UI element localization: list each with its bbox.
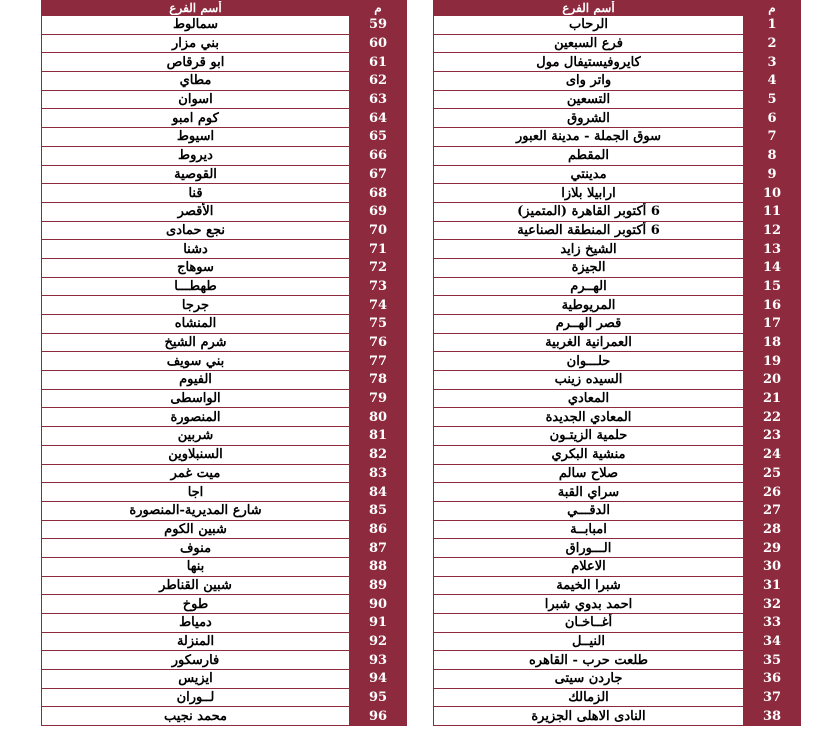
table-row bbox=[42, 688, 407, 707]
branch-number-cell: 30 bbox=[744, 557, 801, 576]
branch-name-cell: 6 أكتوبر القاهرة (المتميز) bbox=[434, 202, 744, 221]
branch-name-cell: لــوران bbox=[42, 688, 350, 707]
branch-number-cell: 4 bbox=[744, 72, 801, 91]
branch-number-cell: 85 bbox=[350, 501, 407, 520]
table-row bbox=[42, 557, 407, 576]
table-row bbox=[434, 352, 801, 371]
branch-name-cell: الأقصر bbox=[42, 202, 350, 221]
branch-name-cell: اجا bbox=[42, 483, 350, 502]
branch-name-cell: أغــاخـان bbox=[434, 614, 744, 633]
header-number: م bbox=[744, 1, 801, 16]
branch-name-cell: شبين القناطر bbox=[42, 576, 350, 595]
branch-number-cell: 71 bbox=[350, 240, 407, 259]
table-row bbox=[42, 445, 407, 464]
branch-name-cell: احمد بدوي شبرا bbox=[434, 595, 744, 614]
branch-number-cell: 59 bbox=[350, 16, 407, 35]
branches-table-left bbox=[41, 0, 407, 726]
branch-name-cell: شبين الكوم bbox=[42, 520, 350, 539]
table-row bbox=[42, 651, 407, 670]
table-row bbox=[42, 707, 407, 726]
branch-number-cell: 87 bbox=[350, 539, 407, 558]
branch-name-cell: مطاي bbox=[42, 72, 350, 91]
branch-number-cell: 5 bbox=[744, 90, 801, 109]
table-row bbox=[434, 614, 801, 633]
table-row bbox=[434, 464, 801, 483]
branch-number-cell: 29 bbox=[744, 539, 801, 558]
table-header bbox=[434, 1, 801, 16]
branch-number-cell: 62 bbox=[350, 72, 407, 91]
branch-number-cell: 2 bbox=[744, 34, 801, 53]
branch-name-cell: حلمية الزيتـون bbox=[434, 427, 744, 446]
table-row bbox=[42, 389, 407, 408]
table-row bbox=[42, 315, 407, 334]
table-row bbox=[42, 16, 407, 35]
branch-name-cell: الجيزة bbox=[434, 258, 744, 277]
branch-name-cell: اسوان bbox=[42, 90, 350, 109]
branch-number-cell: 28 bbox=[744, 520, 801, 539]
branch-number-cell: 37 bbox=[744, 688, 801, 707]
table-row bbox=[434, 539, 801, 558]
branch-name-cell: مدينتي bbox=[434, 165, 744, 184]
branch-name-cell: الـــوراق bbox=[434, 539, 744, 558]
table-row bbox=[42, 240, 407, 259]
branch-name-cell: نجع حمادى bbox=[42, 221, 350, 240]
table-row bbox=[42, 221, 407, 240]
branch-name-cell: المنشاه bbox=[42, 315, 350, 334]
table-row bbox=[434, 501, 801, 520]
branch-name-cell: سراي القبة bbox=[434, 483, 744, 502]
table-row bbox=[434, 595, 801, 614]
branch-name-cell: الزمالك bbox=[434, 688, 744, 707]
branch-number-cell: 21 bbox=[744, 389, 801, 408]
table-row bbox=[42, 333, 407, 352]
branch-name-cell: امبابــة bbox=[434, 520, 744, 539]
table-row bbox=[42, 464, 407, 483]
table-row bbox=[434, 221, 801, 240]
branch-number-cell: 7 bbox=[744, 128, 801, 147]
table-row bbox=[434, 296, 801, 315]
branch-number-cell: 76 bbox=[350, 333, 407, 352]
table-row bbox=[434, 90, 801, 109]
table-row bbox=[434, 315, 801, 334]
table-row bbox=[434, 202, 801, 221]
table-row bbox=[42, 53, 407, 72]
table-row bbox=[434, 576, 801, 595]
table-row bbox=[42, 90, 407, 109]
branch-name-cell: الاعلام bbox=[434, 557, 744, 576]
table-row bbox=[434, 34, 801, 53]
branch-number-cell: 8 bbox=[744, 146, 801, 165]
branch-name-cell: ميت غمر bbox=[42, 464, 350, 483]
table-row bbox=[42, 371, 407, 390]
branch-name-cell: سمالوط bbox=[42, 16, 350, 35]
branch-number-cell: 80 bbox=[350, 408, 407, 427]
branch-name-cell: الهــرم bbox=[434, 277, 744, 296]
branch-name-cell: كوم امبو bbox=[42, 109, 350, 128]
branch-number-cell: 27 bbox=[744, 501, 801, 520]
branch-number-cell: 78 bbox=[350, 371, 407, 390]
branch-name-cell: فارسكور bbox=[42, 651, 350, 670]
branch-name-cell: ارابيلا بلازا bbox=[434, 184, 744, 203]
branch-name-cell: طلعت حرب - القاهره bbox=[434, 651, 744, 670]
branch-number-cell: 20 bbox=[744, 371, 801, 390]
branch-number-cell: 15 bbox=[744, 277, 801, 296]
table-row bbox=[434, 184, 801, 203]
branch-number-cell: 96 bbox=[350, 707, 407, 726]
branch-name-cell: جرجا bbox=[42, 296, 350, 315]
branch-number-cell: 14 bbox=[744, 258, 801, 277]
table-row bbox=[42, 408, 407, 427]
table-row bbox=[42, 184, 407, 203]
header-number: م bbox=[350, 1, 407, 16]
table-row bbox=[42, 670, 407, 689]
branch-number-cell: 12 bbox=[744, 221, 801, 240]
branch-number-cell: 74 bbox=[350, 296, 407, 315]
table-row bbox=[42, 34, 407, 53]
branch-name-cell: الدقـــي bbox=[434, 501, 744, 520]
branch-name-cell: اسيوط bbox=[42, 128, 350, 147]
branch-number-cell: 95 bbox=[350, 688, 407, 707]
branch-name-cell: شرم الشيخ bbox=[42, 333, 350, 352]
branch-number-cell: 73 bbox=[350, 277, 407, 296]
branch-name-cell: السيده زينب bbox=[434, 371, 744, 390]
table-row bbox=[434, 109, 801, 128]
branch-number-cell: 19 bbox=[744, 352, 801, 371]
table-row bbox=[434, 632, 801, 651]
branch-name-cell: واتر واى bbox=[434, 72, 744, 91]
table-row bbox=[42, 146, 407, 165]
branch-number-cell: 26 bbox=[744, 483, 801, 502]
branch-number-cell: 64 bbox=[350, 109, 407, 128]
table-row bbox=[42, 595, 407, 614]
branch-number-cell: 25 bbox=[744, 464, 801, 483]
branch-number-cell: 81 bbox=[350, 427, 407, 446]
table-row bbox=[434, 146, 801, 165]
branch-number-cell: 67 bbox=[350, 165, 407, 184]
branch-name-cell: ديروط bbox=[42, 146, 350, 165]
branch-number-cell: 83 bbox=[350, 464, 407, 483]
table-row bbox=[434, 240, 801, 259]
branch-name-cell: منوف bbox=[42, 539, 350, 558]
branch-name-cell: بنها bbox=[42, 557, 350, 576]
branch-name-cell: النيــل bbox=[434, 632, 744, 651]
branch-number-cell: 60 bbox=[350, 34, 407, 53]
branch-number-cell: 89 bbox=[350, 576, 407, 595]
branch-number-cell: 16 bbox=[744, 296, 801, 315]
header-branch-name: أسم الفرع bbox=[42, 1, 350, 16]
table-row bbox=[434, 165, 801, 184]
branch-number-cell: 3 bbox=[744, 53, 801, 72]
branch-number-cell: 66 bbox=[350, 146, 407, 165]
branch-name-cell: التسعين bbox=[434, 90, 744, 109]
table-row bbox=[434, 371, 801, 390]
table-row bbox=[42, 501, 407, 520]
branch-name-cell: بني مزار bbox=[42, 34, 350, 53]
branch-number-cell: 68 bbox=[350, 184, 407, 203]
branch-number-cell: 9 bbox=[744, 165, 801, 184]
branch-name-cell: المريوطية bbox=[434, 296, 744, 315]
table-row bbox=[434, 408, 801, 427]
header-branch-name: أسم الفرع bbox=[434, 1, 744, 16]
table-row bbox=[42, 483, 407, 502]
branch-number-cell: 23 bbox=[744, 427, 801, 446]
branch-name-cell: 6 أكتوبر المنطقة الصناعية bbox=[434, 221, 744, 240]
branch-number-cell: 63 bbox=[350, 90, 407, 109]
branch-number-cell: 11 bbox=[744, 202, 801, 221]
branch-number-cell: 6 bbox=[744, 109, 801, 128]
table-row bbox=[434, 651, 801, 670]
branch-number-cell: 31 bbox=[744, 576, 801, 595]
table-row bbox=[434, 258, 801, 277]
branch-number-cell: 88 bbox=[350, 557, 407, 576]
table-row bbox=[42, 109, 407, 128]
table-row bbox=[434, 557, 801, 576]
branch-number-cell: 69 bbox=[350, 202, 407, 221]
branch-name-cell: سوق الجملة - مدينة العبور bbox=[434, 128, 744, 147]
branch-number-cell: 24 bbox=[744, 445, 801, 464]
branch-name-cell: العمرانية الغربية bbox=[434, 333, 744, 352]
branch-number-cell: 70 bbox=[350, 221, 407, 240]
table-row bbox=[42, 72, 407, 91]
branch-number-cell: 32 bbox=[744, 595, 801, 614]
branch-number-cell: 36 bbox=[744, 670, 801, 689]
branch-number-cell: 38 bbox=[744, 707, 801, 726]
branch-number-cell: 72 bbox=[350, 258, 407, 277]
branch-name-cell: المعادي الجديدة bbox=[434, 408, 744, 427]
branch-number-cell: 22 bbox=[744, 408, 801, 427]
branch-number-cell: 79 bbox=[350, 389, 407, 408]
table-row bbox=[434, 483, 801, 502]
branch-name-cell: طوخ bbox=[42, 595, 350, 614]
branch-name-cell: دشنا bbox=[42, 240, 350, 259]
branch-name-cell: منشية البكري bbox=[434, 445, 744, 464]
branch-number-cell: 1 bbox=[744, 16, 801, 35]
table-row bbox=[42, 296, 407, 315]
table-row bbox=[434, 670, 801, 689]
branch-name-cell: الشروق bbox=[434, 109, 744, 128]
branch-name-cell: المقطم bbox=[434, 146, 744, 165]
branch-name-cell: شارع المديرية-المنصورة bbox=[42, 501, 350, 520]
branch-name-cell: قنا bbox=[42, 184, 350, 203]
branch-name-cell: شربين bbox=[42, 427, 350, 446]
branch-number-cell: 61 bbox=[350, 53, 407, 72]
branch-number-cell: 91 bbox=[350, 614, 407, 633]
branch-number-cell: 75 bbox=[350, 315, 407, 334]
table-row bbox=[434, 72, 801, 91]
branch-name-cell: النادى الاهلى الجزيرة bbox=[434, 707, 744, 726]
table-row bbox=[42, 614, 407, 633]
table-row bbox=[42, 427, 407, 446]
branch-name-cell: سوهاج bbox=[42, 258, 350, 277]
branch-name-cell: فرع السبعين bbox=[434, 34, 744, 53]
table-row bbox=[434, 707, 801, 726]
table-row bbox=[42, 258, 407, 277]
table-row bbox=[42, 632, 407, 651]
branch-number-cell: 84 bbox=[350, 483, 407, 502]
table-row bbox=[434, 520, 801, 539]
branch-name-cell: السنبلاوين bbox=[42, 445, 350, 464]
branches-table-right bbox=[433, 0, 801, 726]
table-row bbox=[42, 576, 407, 595]
table-row bbox=[434, 427, 801, 446]
branch-name-cell: الشيخ زايد bbox=[434, 240, 744, 259]
branch-name-cell: الرحاب bbox=[434, 16, 744, 35]
branch-name-cell: قصر الهــرم bbox=[434, 315, 744, 334]
branch-number-cell: 10 bbox=[744, 184, 801, 203]
table-row bbox=[434, 333, 801, 352]
branch-name-cell: دمياط bbox=[42, 614, 350, 633]
branch-name-cell: ايزيس bbox=[42, 670, 350, 689]
branch-number-cell: 90 bbox=[350, 595, 407, 614]
table-row bbox=[42, 165, 407, 184]
table-row bbox=[42, 520, 407, 539]
table-row bbox=[42, 277, 407, 296]
table-row bbox=[434, 16, 801, 35]
branch-name-cell: صلاح سالم bbox=[434, 464, 744, 483]
branch-number-cell: 65 bbox=[350, 128, 407, 147]
branch-name-cell: المنزلة bbox=[42, 632, 350, 651]
branch-name-cell: حلـــوان bbox=[434, 352, 744, 371]
branch-name-cell: شبرا الخيمة bbox=[434, 576, 744, 595]
table-row bbox=[434, 688, 801, 707]
branch-name-cell: طهطـــا bbox=[42, 277, 350, 296]
branch-name-cell: محمد نجيب bbox=[42, 707, 350, 726]
branch-number-cell: 35 bbox=[744, 651, 801, 670]
branch-name-cell: ابو قرقاص bbox=[42, 53, 350, 72]
branch-name-cell: الفيوم bbox=[42, 371, 350, 390]
branch-number-cell: 86 bbox=[350, 520, 407, 539]
branch-number-cell: 77 bbox=[350, 352, 407, 371]
table-row bbox=[42, 352, 407, 371]
branch-name-cell: كايروفيستيفال مول bbox=[434, 53, 744, 72]
branch-name-cell: المنصورة bbox=[42, 408, 350, 427]
table-row bbox=[42, 128, 407, 147]
table-header bbox=[42, 1, 407, 16]
table-row bbox=[434, 128, 801, 147]
table-row bbox=[434, 53, 801, 72]
branch-number-cell: 18 bbox=[744, 333, 801, 352]
branch-number-cell: 33 bbox=[744, 614, 801, 633]
branch-number-cell: 82 bbox=[350, 445, 407, 464]
branch-number-cell: 93 bbox=[350, 651, 407, 670]
branch-number-cell: 94 bbox=[350, 670, 407, 689]
branch-number-cell: 34 bbox=[744, 632, 801, 651]
branch-name-cell: القوصية bbox=[42, 165, 350, 184]
table-row bbox=[434, 389, 801, 408]
branch-number-cell: 92 bbox=[350, 632, 407, 651]
branch-name-cell: المعادي bbox=[434, 389, 744, 408]
branch-number-cell: 17 bbox=[744, 315, 801, 334]
table-row bbox=[434, 277, 801, 296]
branch-number-cell: 13 bbox=[744, 240, 801, 259]
table-row bbox=[42, 539, 407, 558]
table-row bbox=[42, 202, 407, 221]
branch-name-cell: الواسطى bbox=[42, 389, 350, 408]
table-row bbox=[434, 445, 801, 464]
branch-name-cell: بني سويف bbox=[42, 352, 350, 371]
branch-name-cell: جاردن سيتى bbox=[434, 670, 744, 689]
